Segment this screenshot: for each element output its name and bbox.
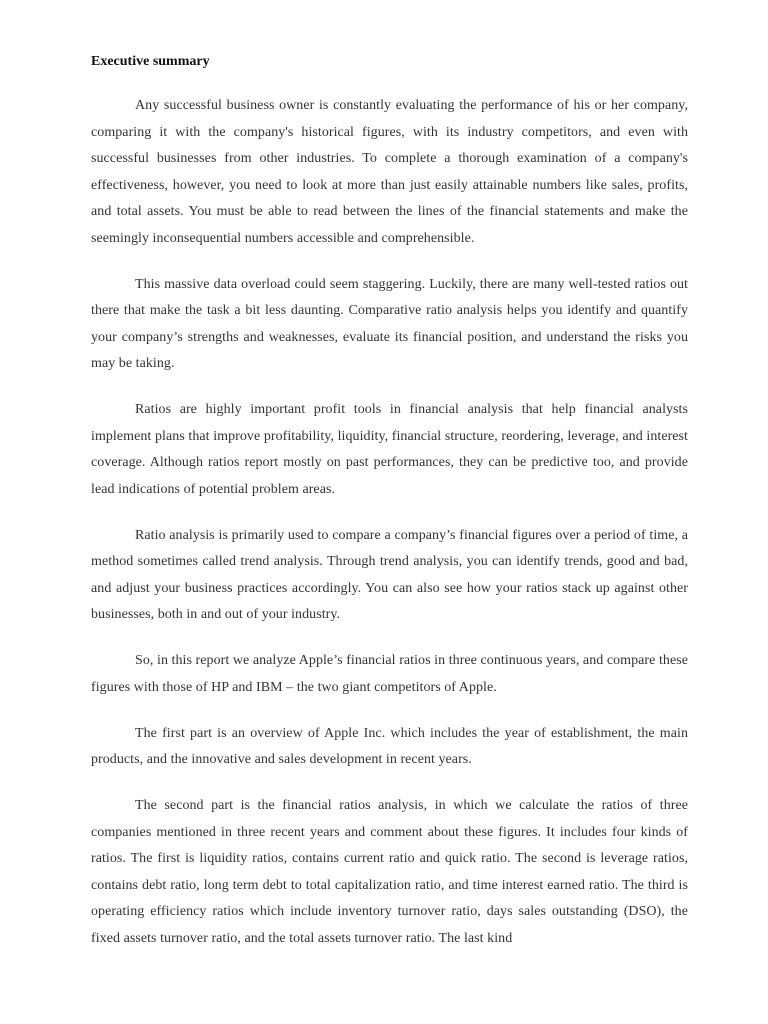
paragraph-5: So, in this report we analyze Apple’s financial ratios in three continuous years, and compare these figures with those of HP and IBM – the two giant competitors of Apple. bbox=[91, 653, 688, 695]
paragraph-4: Ratio analysis is primarily used to compare a company’s financial figures over a period of time, a method sometimes called trend analysis. Through trend analysis, you can identify trends, good and bad, and adjust your business practices accordingly. You can also see how your ratios stack up against other businesses, both in and out of your industry. bbox=[91, 527, 688, 622]
paragraph-7: The second part is the financial ratios analysis, in which we calculate the ratios of three companies mentioned in three recent years and comment about these figures. It includes four kinds of ratios. The first is liquidity ratios, contains current ratio and quick ratio. The second is leverage ratios, contains debt ratio, long term debt to total capitalization ratio, and time interest earned ratio. The third is operating efficiency ratios which include inventory turnover ratio, days sales outstanding (DSO), the fixed assets turnover ratio, and the total assets turnover ratio. The last kind bbox=[91, 798, 688, 946]
paragraph-6: The first part is an overview of Apple Inc. which includes the year of establishment, the main products, and the innovative and sales development in recent years. bbox=[91, 725, 688, 767]
document-body bbox=[91, 49, 688, 952]
paragraph-2: This massive data overload could seem staggering. Luckily, there are many well-tested ratios out there that make the task a bit less daunting. Comparative ratio analysis helps you identify and quantify your company’s strengths and weaknesses, evaluate its financial position, and understand the risks you may be taking. bbox=[91, 276, 688, 371]
section-heading: Executive summary bbox=[91, 54, 210, 69]
paragraph-3: Ratios are highly important profit tools in financial analysis that help financial analysts implement plans that improve profitability, liquidity, financial structure, reordering, leverage, and interest coverage. Although ratios report mostly on past performances, they can be predictive too, and provide lead indications of potential problem areas. bbox=[91, 402, 688, 497]
paragraph-1: Any successful business owner is constantly evaluating the performance of his or her company, comparing it with the company's historical figures, with its industry competitors, and even with successful businesses from other industries. To complete a thorough examination of a company's effectiveness, however, you need to look at more than just easily attainable numbers like sales, profits, and total assets. You must be able to read between the lines of the financial statements and make the seemingly inconsequential numbers accessible and comprehensible. bbox=[91, 98, 688, 246]
